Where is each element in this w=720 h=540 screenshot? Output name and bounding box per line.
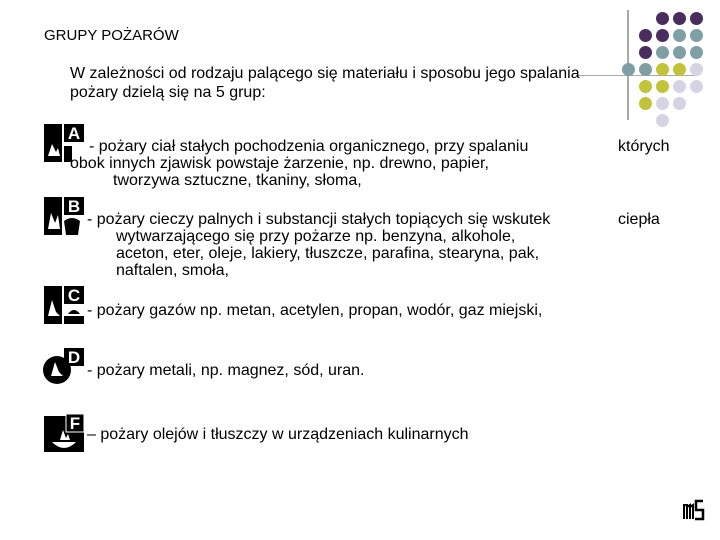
decor-dot xyxy=(639,97,652,110)
decor-dot xyxy=(690,80,703,93)
decor-dot xyxy=(656,114,669,127)
decor-dot xyxy=(673,63,686,76)
fire-class-d-letter: D xyxy=(67,348,81,367)
decor-dot xyxy=(656,46,669,59)
group-a-line-1: - pożary ciał stałych pochodzenia organicznego, przy spalaniu xyxy=(89,138,529,155)
decor-dot xyxy=(656,80,669,93)
group-b-line-3: aceton, eter, oleje, lakiery, tłuszcze, parafina, stearyna, pak, xyxy=(116,245,540,262)
group-c-line-1: - pożary gazów np. metan, acetylen, propan, wodór, gaz miejski, xyxy=(87,302,543,319)
fire-class-f-icon xyxy=(42,412,86,454)
group-f-line-1: – pożary olejów i tłuszczy w urządzeniach kulinarnych xyxy=(87,426,469,443)
decor-dot xyxy=(673,80,686,93)
group-a-trailing-word: których xyxy=(618,138,670,155)
decor-dot xyxy=(673,12,686,25)
decor-dot xyxy=(656,63,669,76)
decor-dot xyxy=(656,97,669,110)
group-a-line-3: tworzywa sztuczne, tkaniny, słoma, xyxy=(113,172,362,189)
decor-dot xyxy=(690,29,703,42)
page-title: GRUPY POŻARÓW xyxy=(44,27,179,44)
decor-dot xyxy=(639,29,652,42)
fire-class-a-letter: A xyxy=(67,124,81,143)
fire-class-b-letter: B xyxy=(67,197,81,216)
fire-class-c-letter: C xyxy=(67,286,81,305)
fire-class-d-icon xyxy=(42,346,86,388)
intro-paragraph xyxy=(70,64,580,102)
decor-dot xyxy=(690,46,703,59)
group-b-line-1: - pożary cieczy palnych i substancji stałych topiących się wskutek xyxy=(87,211,551,228)
decor-dot xyxy=(656,12,669,25)
group-b-line-4: naftalen, smoła, xyxy=(116,262,229,279)
decor-dot xyxy=(639,63,652,76)
fire-class-c-icon xyxy=(42,284,86,326)
group-d-line-1: - pożary metali, np. magnez, sód, uran. xyxy=(87,362,365,379)
fire-class-b-icon xyxy=(42,195,86,237)
group-b-trailing-word: ciepła xyxy=(618,211,660,228)
intro-line-1: W zależności od rodzaju palącego się materiału i sposobu jego spalania xyxy=(70,65,580,82)
group-a-line-2: obok innych zjawisk powstaje żarzenie, np. drewno, papier, xyxy=(70,155,489,172)
decor-dot xyxy=(690,12,703,25)
decor-dot xyxy=(639,80,652,93)
decor-dot xyxy=(656,29,669,42)
decor-dot xyxy=(673,46,686,59)
decor-dot xyxy=(673,97,686,110)
ms-logo-icon xyxy=(683,497,705,521)
fire-class-f-letter: F xyxy=(69,414,81,433)
decor-dot xyxy=(639,46,652,59)
group-b-line-2: wytwarzającego się przy pożarze np. benzyna, alkohole, xyxy=(116,228,516,245)
decor-dot xyxy=(690,63,703,76)
intro-line-2: pożary dzielą się na 5 grup: xyxy=(70,84,266,101)
decor-dot xyxy=(673,29,686,42)
decor-dot xyxy=(622,63,635,76)
